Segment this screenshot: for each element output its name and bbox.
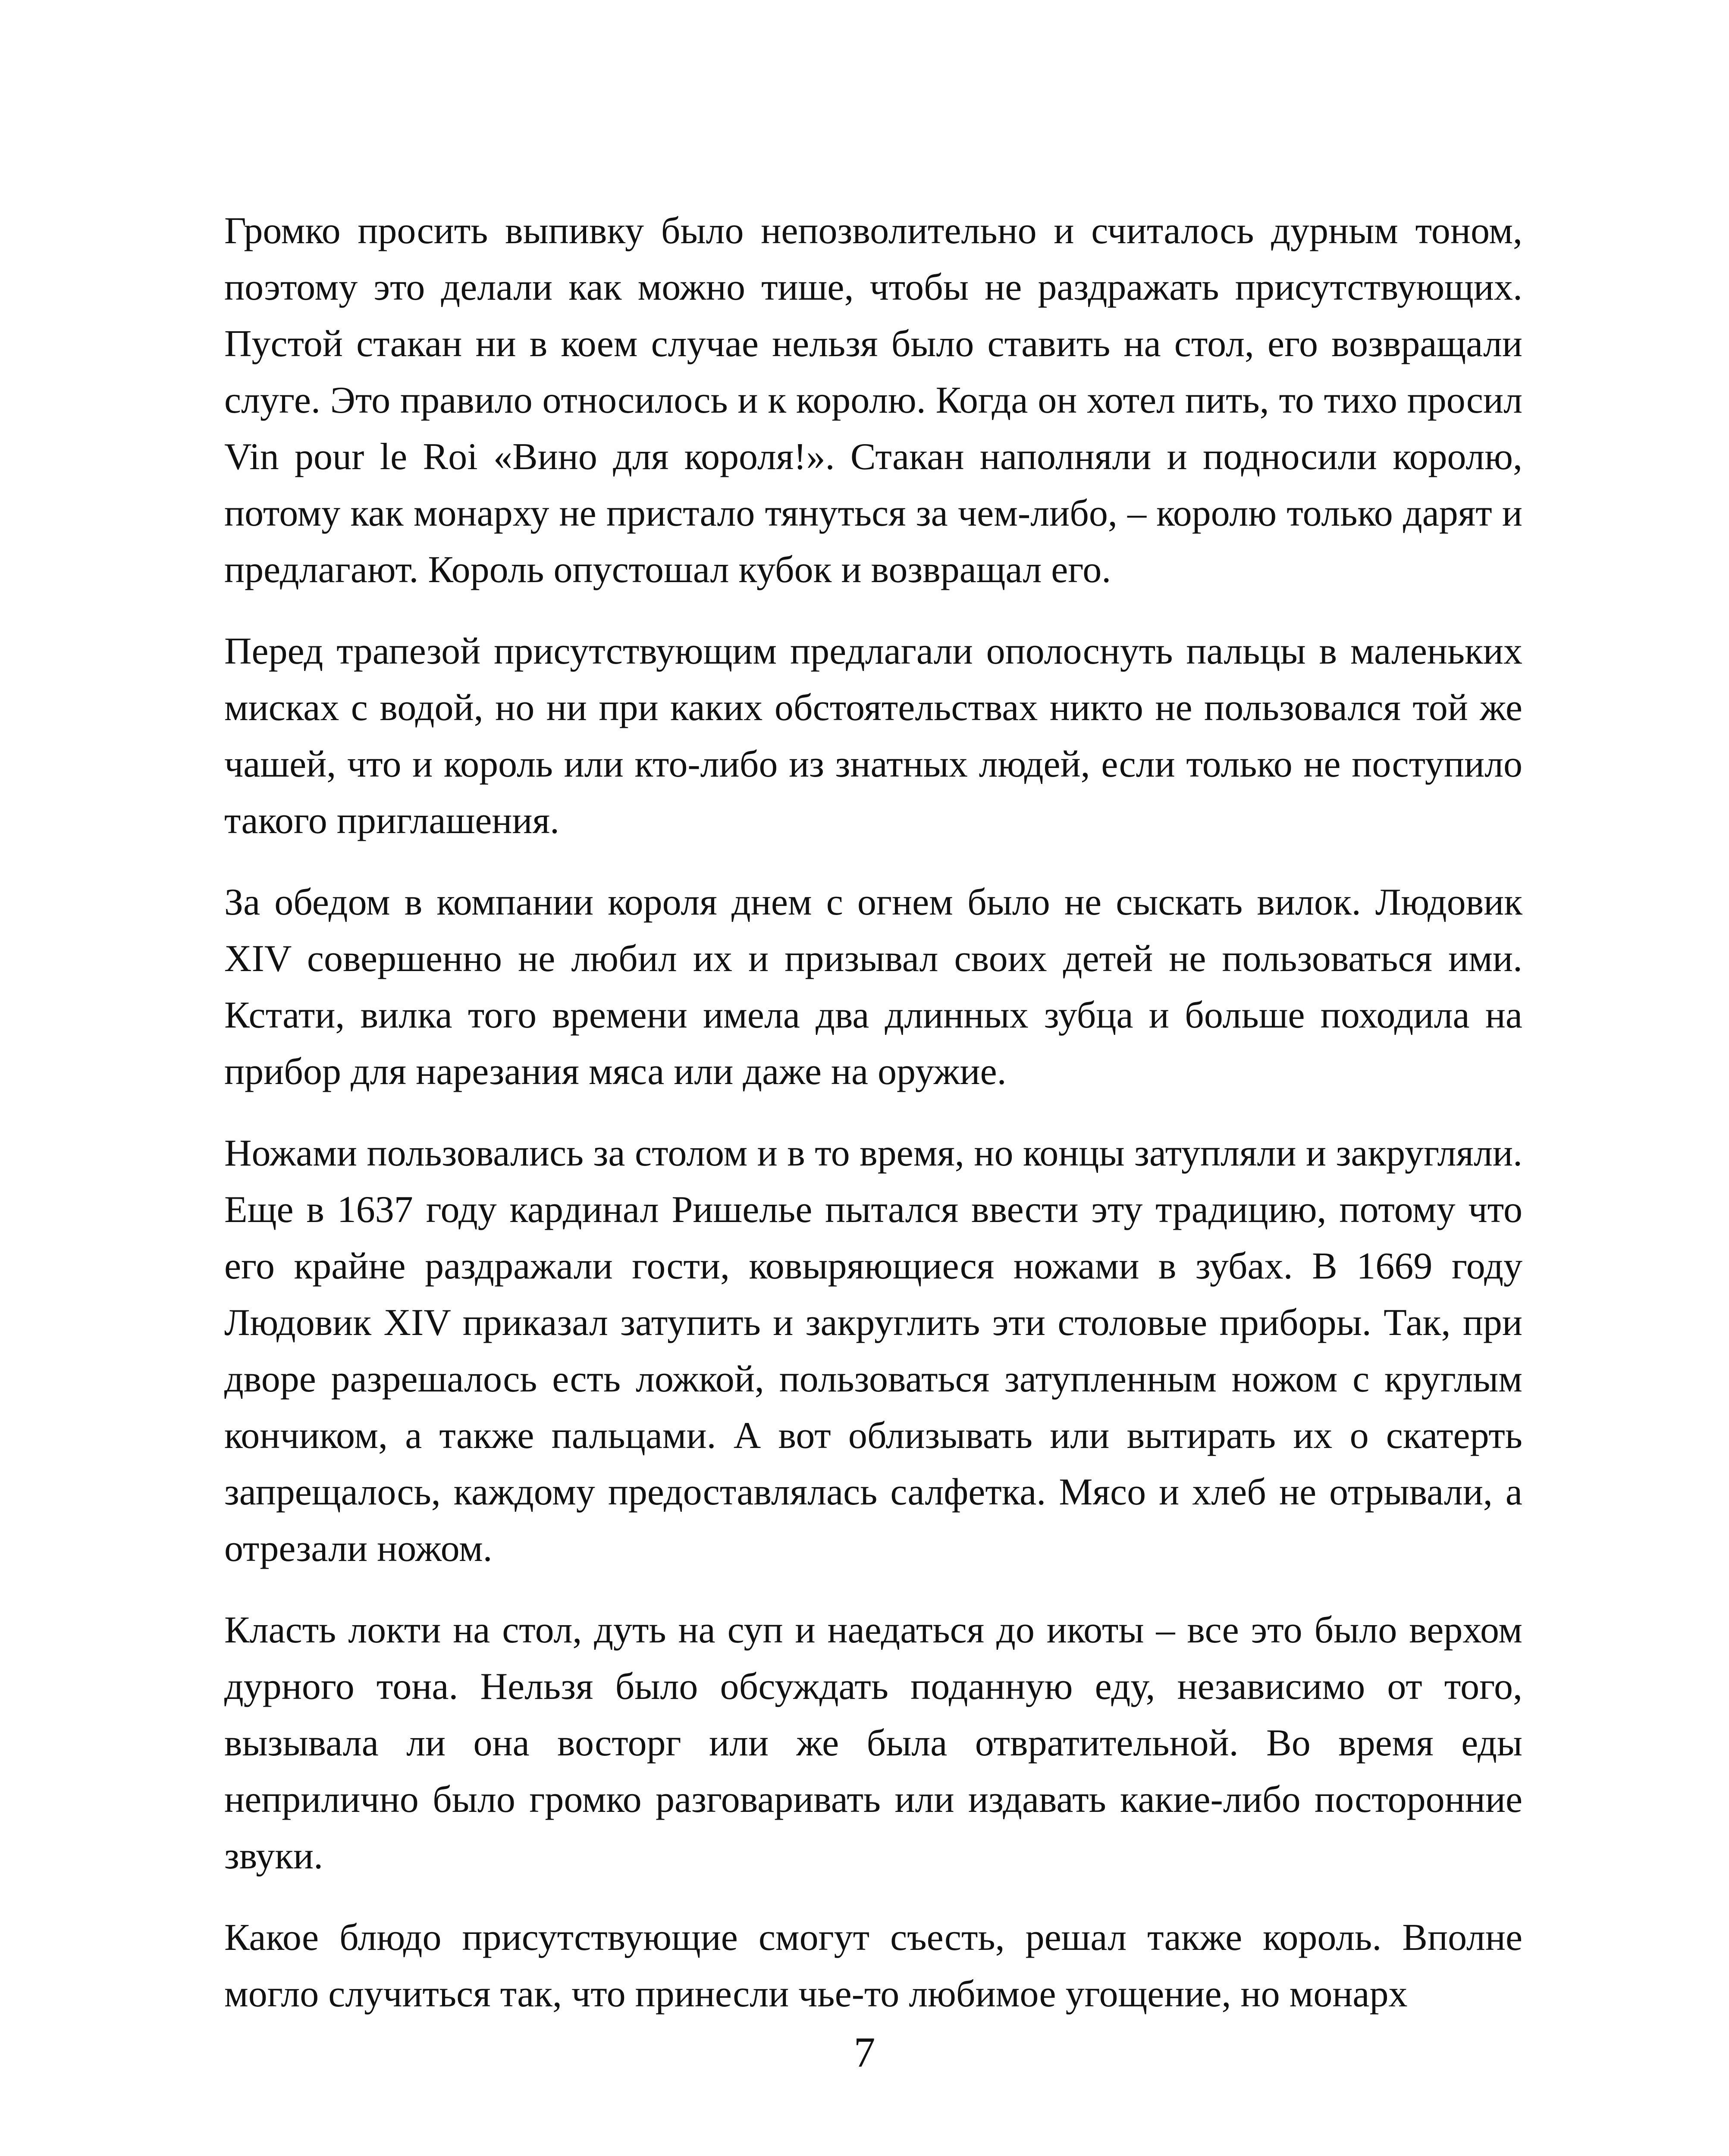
body-text	[224, 203, 1522, 2047]
paragraph-1: Громко просить выпивку было непозволительно и считалось дурным тоном, поэтому это делали как можно тише, чтобы не раздражать присутствующих. Пустой стакан ни в коем случае нельзя было ставить на стол, его возвращали слуге. Это правило относилось и к королю. Когда он хотел пить, то тихо просил Vin pour le Roi «Вино для короля!». Стакан наполняли и подносили королю, потому как монарху не пристало тянуться за чем-либо, – королю только дарят и предлагают. Король опустошал кубок и возвращал его.	[224, 210, 1522, 591]
paragraph-5: Класть локти на стол, дуть на суп и наедаться до икоты – все это было верхом дурного тона. Нельзя было обсуждать поданную еду, независимо от того, вызывала ли она восторг или же была отвратительной. Во время еды неприлично было громко разговаривать или издавать какие-либо посторонние звуки.	[224, 1609, 1522, 1877]
paragraph-4: Ножами пользовались за столом и в то время, но концы затупляли и закругляли. Еще в 1637 году кардинал Ришелье пытался ввести эту традицию, потому что его крайне раздражали гости, ковыряющиеся ножами в зубах. В 1669 году Людовик XIV приказал затупить и закруглить эти столовые приборы. Так, при дворе разрешалось есть ложкой, пользоваться затупленным ножом с круглым кончиком, а также пальцами. А вот облизывать или вытирать их о скатерть запрещалось, каждому предоставлялась салфетка. Мясо и хлеб не отрывали, а отрезали ножом.	[224, 1132, 1522, 1570]
paragraph-2: Перед трапезой присутствующим предлагали ополоснуть пальцы в маленьких мисках с водой, но ни при каких обстоятельствах никто не пользовался той же чашей, что и король или кто-либо из знатных людей, если только не поступило такого приглашения.	[224, 630, 1522, 842]
paragraph-3: За обедом в компании короля днем с огнем было не сыскать вилок. Людовик XIV совершенно не любил их и призывал своих детей не пользоваться ими. Кстати, вилка того времени имела два длинных зубца и больше походила на прибор для нарезания мяса или даже на оружие.	[224, 881, 1522, 1093]
paragraph-6: Какое блюдо присутствующие смогут съесть, решал также король. Вполне могло случиться так, что принесли чье-то любимое угощение, но монарх	[224, 1917, 1522, 2015]
page-number: 7	[854, 2028, 875, 2076]
